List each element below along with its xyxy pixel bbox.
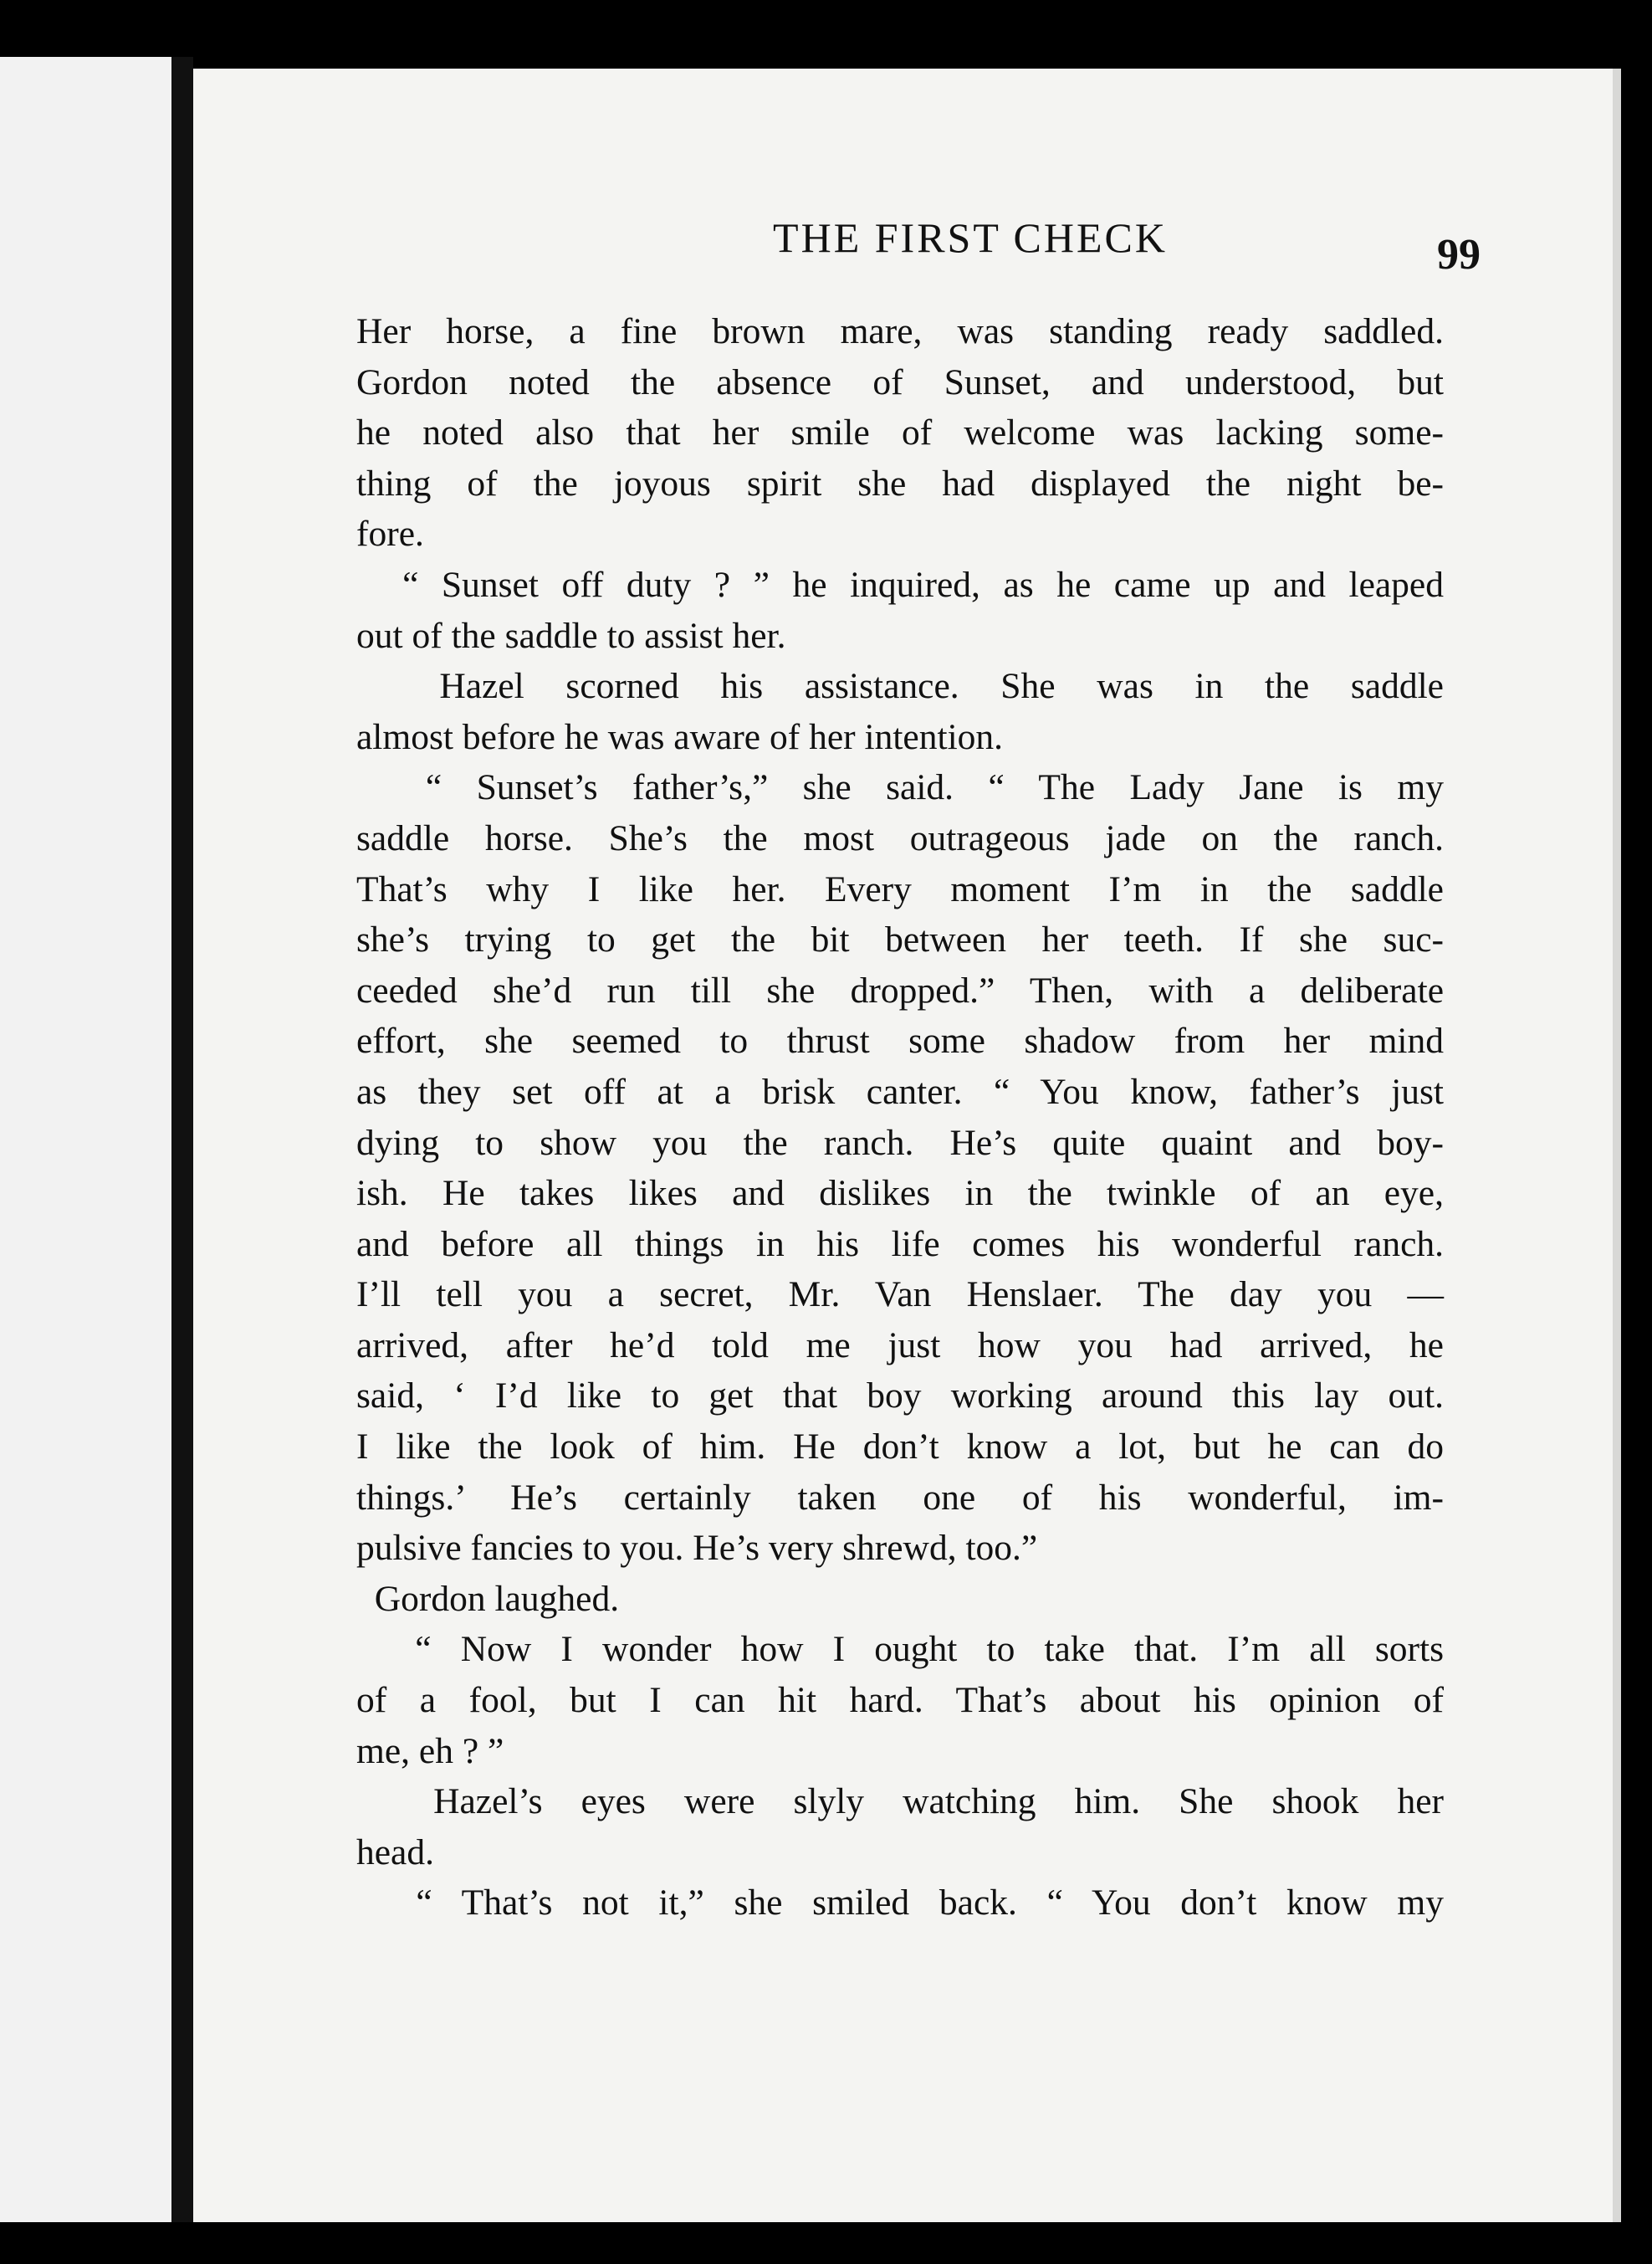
text-line: and before all things in his life comes his wonderful ranch. — [356, 1223, 1444, 1264]
text-line: Hazel scorned his assistance. She was in the saddle — [356, 666, 1444, 707]
text-line: things.’ He’s certainly taken one of his wonderful, im- — [356, 1477, 1444, 1518]
text-line: saddle horse. She’s the most outrageous jade on the ranch. — [356, 817, 1444, 858]
text-line: said, ‘ I’d like to get that boy working around this lay out. — [356, 1375, 1444, 1416]
text-line: “ Sunset off duty ? ” he inquired, as he came up and leaped — [356, 564, 1444, 605]
text-line: ish. He takes likes and dislikes in the twinkle of an eye, — [356, 1173, 1444, 1214]
text-line: ceeded she’d run till she dropped.” Then, with a deliberate — [356, 970, 1444, 1011]
text-line: Her horse, a fine brown mare, was standing ready saddled. — [356, 311, 1444, 351]
text-line: “ Now I wonder how I ought to take that. I’m all sorts — [356, 1629, 1444, 1670]
body-text — [356, 306, 1444, 1928]
text-line: of a fool, but I can hit hard. That’s about his opinion of — [356, 1680, 1444, 1721]
text-line: he noted also that her smile of welcome was lacking some- — [356, 412, 1444, 453]
text-line: I’ll tell you a secret, Mr. Van Henslaer. The day you — — [356, 1274, 1444, 1315]
text-line: I like the look of him. He don’t know a lot, but he can do — [356, 1427, 1444, 1468]
page-number: 99 — [1437, 231, 1481, 279]
text-line: dying to show you the ranch. He’s quite quaint and boy- — [356, 1122, 1444, 1163]
text-line: almost before he was aware of her intention. — [356, 716, 1004, 757]
book-gutter — [171, 57, 193, 2224]
text-line: Gordon noted the absence of Sunset, and understood, but — [356, 361, 1444, 402]
text-line: out of the saddle to assist her. — [356, 615, 786, 656]
text-line: fore. — [356, 514, 424, 555]
page-edge-shadow — [1613, 69, 1621, 2224]
text-line: as they set off at a brisk canter. “ You know, father’s just — [356, 1071, 1444, 1112]
facing-page-edge — [0, 57, 177, 2224]
text-line: arrived, after he’d told me just how you had arrived, he — [356, 1324, 1444, 1365]
text-line: pulsive fancies to you. He’s very shrewd, too.” — [356, 1528, 1038, 1569]
text-line: head. — [356, 1831, 434, 1872]
text-line: me, eh ? ” — [356, 1730, 504, 1771]
running-title: THE FIRST CHECK — [773, 214, 1168, 261]
scan-border — [0, 2222, 1652, 2264]
text-line: she’s trying to get the bit between her teeth. If she suc- — [356, 919, 1444, 960]
text-line: That’s why I like her. Every moment I’m in the saddle — [356, 868, 1444, 909]
text-line: thing of the joyous spirit she had displayed the night be- — [356, 463, 1444, 504]
text-line: effort, she seemed to thrust some shadow from her mind — [356, 1021, 1444, 1062]
text-line: Gordon laughed. — [356, 1578, 620, 1619]
text-line: Hazel’s eyes were slyly watching him. She shook her — [356, 1781, 1444, 1822]
text-line: “ That’s not it,” she smiled back. “ You don’t know my — [356, 1882, 1444, 1923]
text-line: “ Sunset’s father’s,” she said. “ The Lady Jane is my — [356, 767, 1444, 808]
